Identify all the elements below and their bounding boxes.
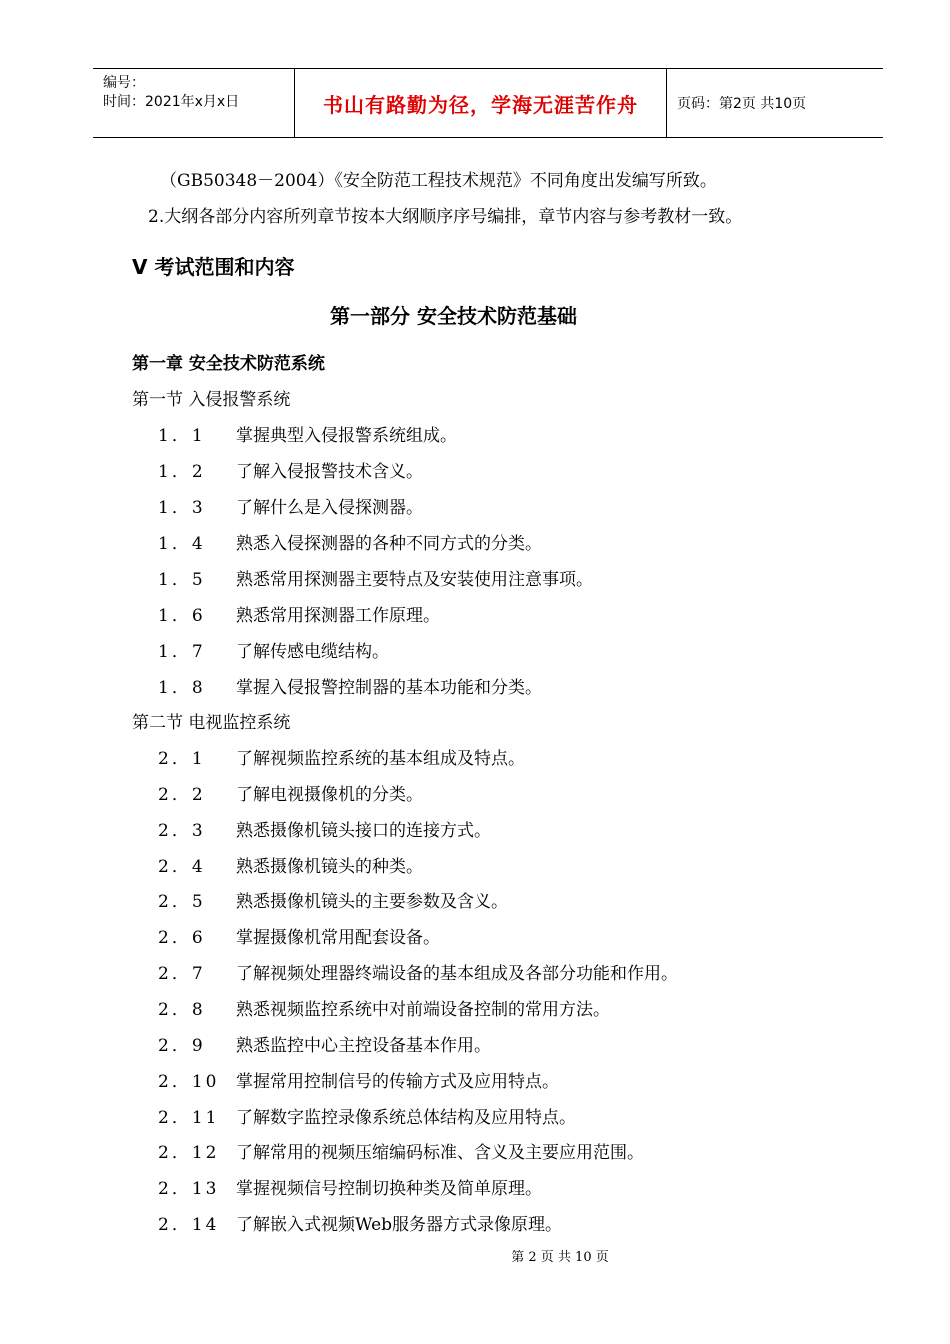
item-number: 1．3 bbox=[158, 498, 206, 518]
item-number: 2．14 bbox=[158, 1215, 220, 1236]
item-number: 1．5 bbox=[158, 570, 206, 590]
item-text: 熟悉常用探测器主要特点及安装使用注意事项。 bbox=[236, 570, 593, 590]
item-number: 1．4 bbox=[158, 534, 206, 554]
item-text: 掌握视频信号控制切换种类及简单原理。 bbox=[236, 1179, 542, 1200]
item-text: 熟悉摄像机镜头的种类。 bbox=[236, 856, 423, 877]
item-number: 2．9 bbox=[158, 1035, 206, 1056]
item-text: 熟悉常用探测器工作原理。 bbox=[236, 606, 440, 626]
intro-line-1: （GB50348－2004）《安全防范工程技术规范》不同角度出发编写所致。 bbox=[160, 171, 717, 191]
number-label: 编号： bbox=[103, 75, 145, 91]
item-number: 2．2 bbox=[158, 784, 206, 805]
item-text: 熟悉摄像机镜头的主要参数及含义。 bbox=[236, 892, 508, 913]
item-text: 了解电视摄像机的分类。 bbox=[236, 784, 423, 805]
item-number: 1．2 bbox=[158, 462, 206, 482]
header-page-cell bbox=[667, 69, 883, 137]
item-number: 2．7 bbox=[158, 964, 206, 985]
item-text: 掌握摄像机常用配套设备。 bbox=[236, 928, 440, 949]
item-number: 1．6 bbox=[158, 606, 206, 626]
item-text: 了解常用的视频压缩编码标准、含义及主要应用范围。 bbox=[236, 1143, 644, 1164]
item-text: 熟悉摄像机镜头接口的连接方式。 bbox=[236, 820, 491, 841]
motto: 书山有路勤为径，学海无涯苦作舟 bbox=[323, 92, 638, 117]
item-text: 掌握入侵报警控制器的基本功能和分类。 bbox=[236, 678, 542, 698]
item-text: 了解什么是入侵探测器。 bbox=[236, 498, 423, 518]
part-title: 第一部分 安全技术防范基础 bbox=[330, 304, 577, 328]
item-text: 了解数字监控录像系统总体结构及应用特点。 bbox=[236, 1107, 576, 1128]
item-number: 2．11 bbox=[158, 1107, 220, 1128]
item-number: 1．1 bbox=[158, 426, 206, 446]
item-text: 了解嵌入式视频Web服务器方式录像原理。 bbox=[236, 1215, 563, 1236]
item-number: 2．5 bbox=[158, 892, 206, 913]
item-number: 2．4 bbox=[158, 856, 206, 877]
item-number: 2．10 bbox=[158, 1071, 220, 1092]
section-title: Ⅴ 考试范围和内容 bbox=[132, 255, 295, 279]
item-number: 2．13 bbox=[158, 1179, 220, 1200]
page-footer: 第 2 页 共 10 页 bbox=[511, 1250, 609, 1265]
item-text: 了解入侵报警技术含义。 bbox=[236, 462, 423, 482]
item-number: 2．3 bbox=[158, 820, 206, 841]
item-text: 掌握典型入侵报警系统组成。 bbox=[236, 426, 457, 446]
item-text: 了解视频处理器终端设备的基本组成及各部分功能和作用。 bbox=[236, 964, 678, 985]
chapter-title: 第一章 安全技术防范系统 bbox=[132, 354, 325, 374]
item-text: 了解视频监控系统的基本组成及特点。 bbox=[236, 749, 525, 769]
item-text: 熟悉视频监控系统中对前端设备控制的常用方法。 bbox=[236, 999, 610, 1020]
item-number: 2．8 bbox=[158, 999, 206, 1020]
header-motto-cell bbox=[295, 69, 667, 137]
item-number: 2．1 bbox=[158, 749, 206, 769]
section-2-title: 第二节 电视监控系统 bbox=[132, 713, 291, 733]
item-text: 掌握常用控制信号的传输方式及应用特点。 bbox=[236, 1071, 559, 1092]
page-label: 页码：第2页 共10页 bbox=[677, 96, 807, 112]
page-header bbox=[93, 68, 883, 138]
item-number: 2．12 bbox=[158, 1143, 220, 1164]
time-label: 时间：2021年x月x日 bbox=[103, 94, 240, 110]
item-number: 1．8 bbox=[158, 678, 206, 698]
item-number: 2．6 bbox=[158, 928, 206, 949]
intro-line-2: 2.大纲各部分内容所列章节按本大纲顺序序号编排，章节内容与参考教材一致。 bbox=[148, 207, 743, 227]
item-text: 了解传感电缆结构。 bbox=[236, 642, 389, 662]
item-text: 熟悉入侵探测器的各种不同方式的分类。 bbox=[236, 534, 542, 554]
item-number: 1．7 bbox=[158, 642, 206, 662]
header-meta-cell bbox=[93, 69, 295, 137]
item-text: 熟悉监控中心主控设备基本作用。 bbox=[236, 1035, 491, 1056]
section-1-title: 第一节 入侵报警系统 bbox=[132, 390, 291, 410]
